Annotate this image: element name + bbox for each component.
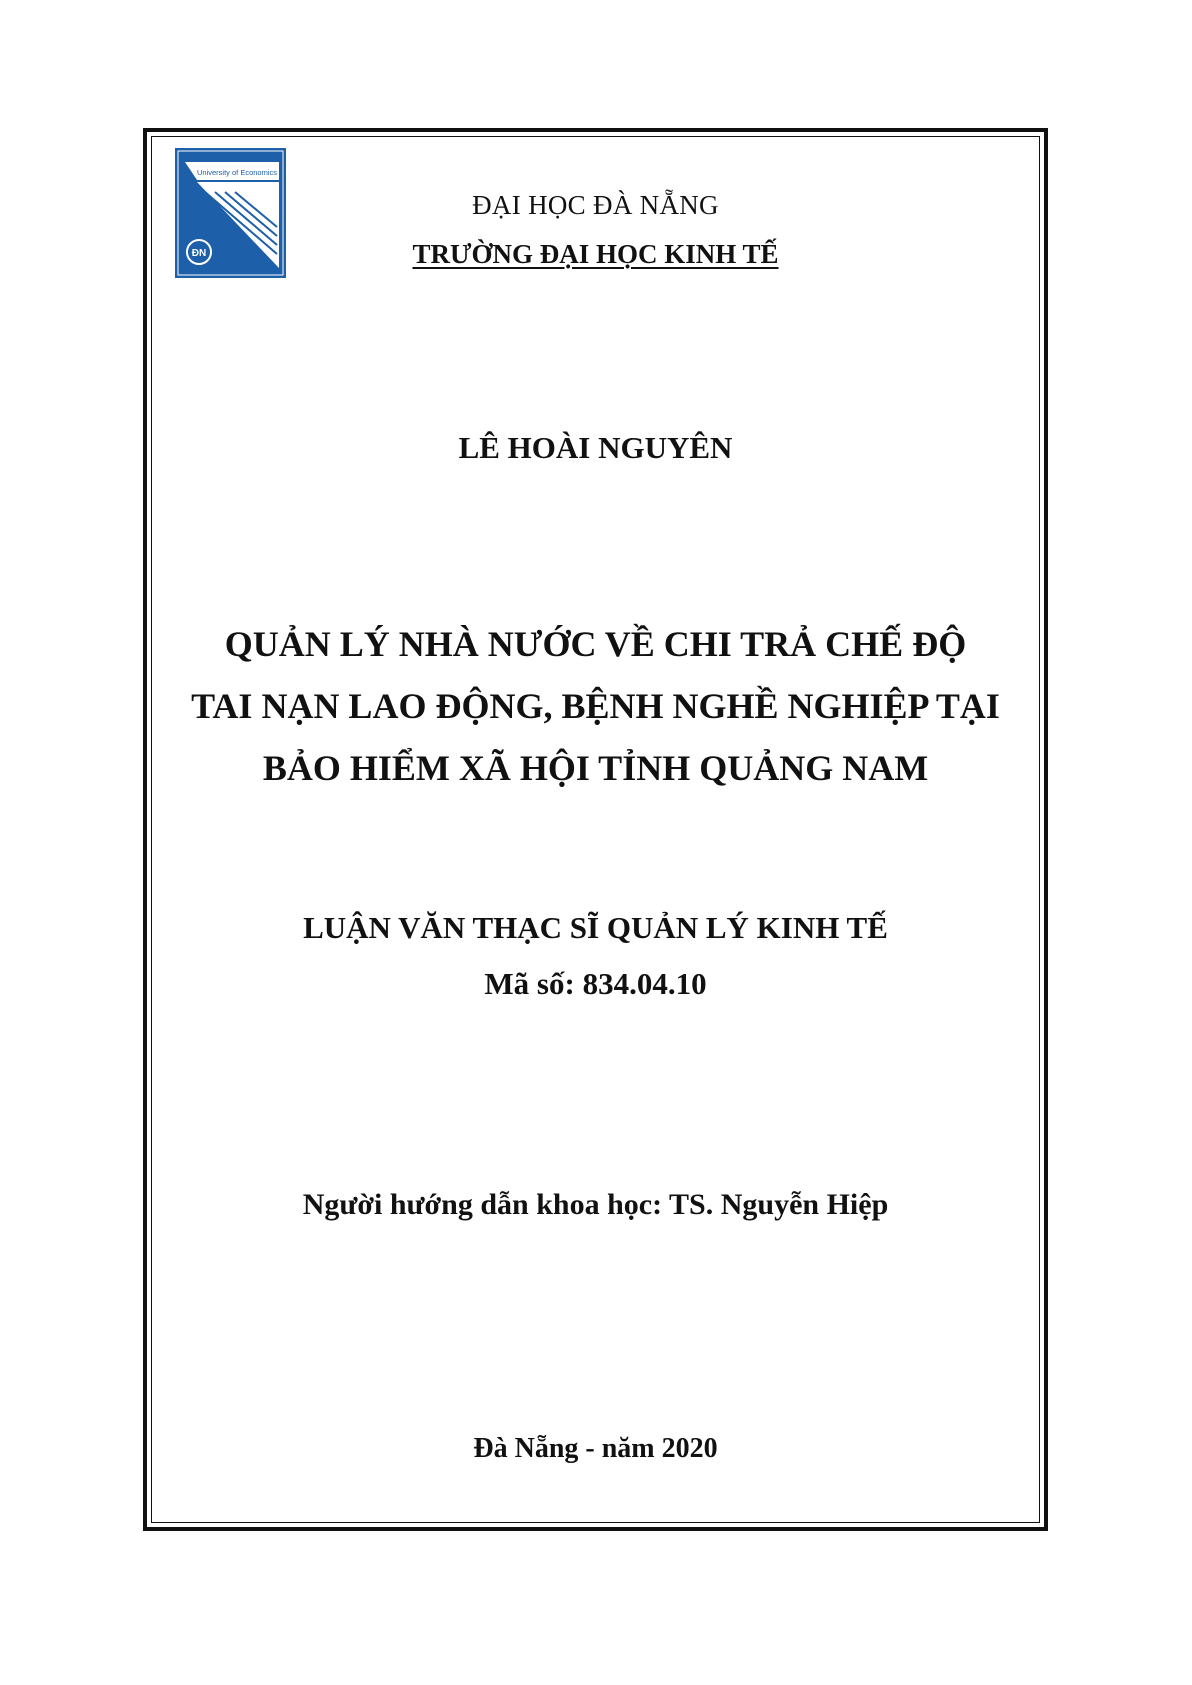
- thesis-title-line: QUẢN LÝ NHÀ NƯỚC VỀ CHI TRẢ CHẾ ĐỘ: [224, 624, 967, 664]
- supervisor-line: Người hướng dẫn khoa học: TS. Nguyễn Hiệp: [302, 1188, 889, 1221]
- thesis-title-line: TAI NẠN LAO ĐỘNG, BỆNH NGHỀ NGHIỆP TẠI: [191, 686, 1000, 726]
- university-name: ĐẠI HỌC ĐÀ NẴNG: [472, 190, 719, 220]
- logo-mark: ĐN: [191, 248, 207, 259]
- degree-label: LUẬN VĂN THẠC SĨ QUẢN LÝ KINH TẾ: [303, 910, 888, 945]
- place-year: Đà Nẵng - năm 2020: [473, 1433, 718, 1464]
- school-name: [151, 239, 1040, 270]
- school-name-text: TRƯỜNG ĐẠI HỌC KINH TẾ: [412, 239, 779, 269]
- thesis-title-line: BẢO HIỂM XÃ HỘI TỈNH QUẢNG NAM: [262, 748, 929, 788]
- thesis-title: [151, 613, 1040, 799]
- author-name: LÊ HOÀI NGUYÊN: [458, 430, 733, 465]
- program-code: Mã số: 834.04.10: [484, 966, 707, 1001]
- page-border-inner: [151, 136, 1040, 1523]
- logo-text: University of Economics: [196, 168, 278, 177]
